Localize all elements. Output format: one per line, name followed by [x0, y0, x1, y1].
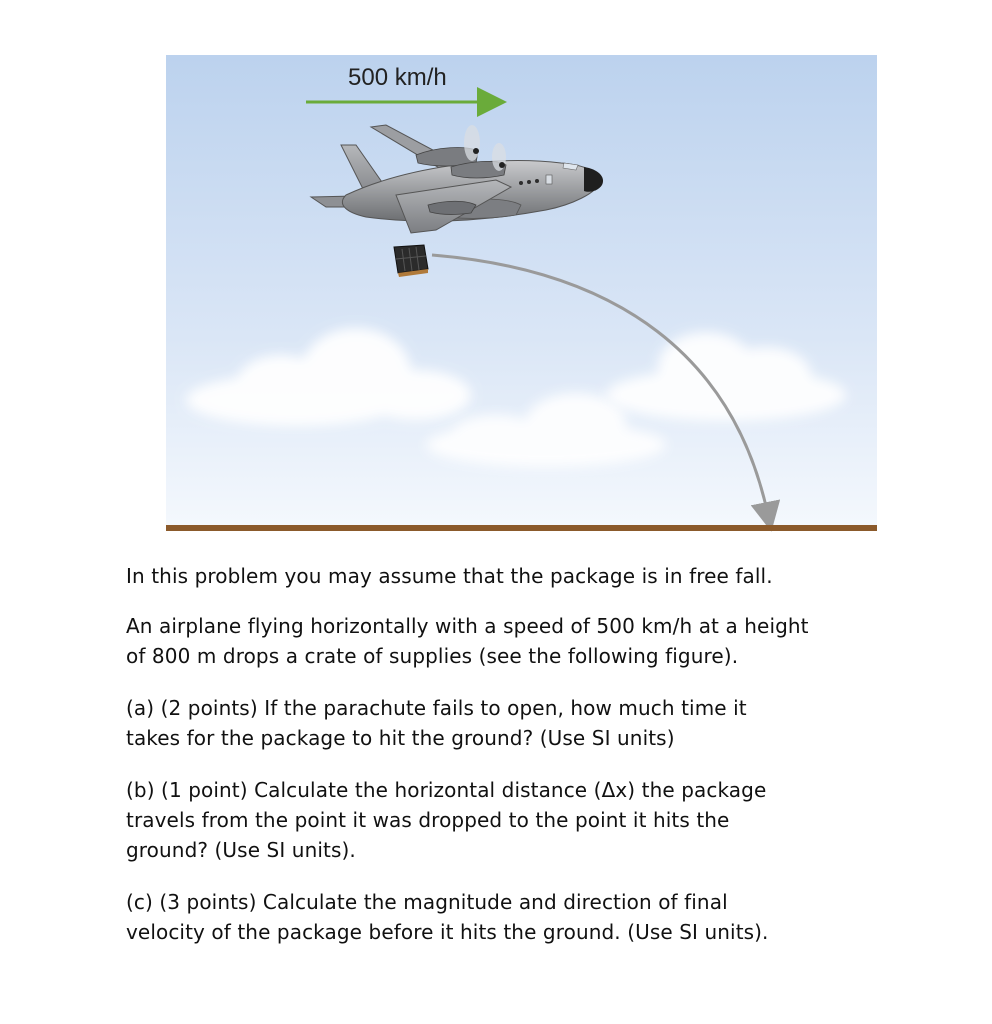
figure-canvas: [166, 55, 877, 533]
part-c-line-1: (c) (3 points) Calculate the magnitude and direction of final: [126, 890, 728, 914]
setup-paragraph: [126, 611, 926, 671]
intro-text: In this problem you may assume that the package is in free fall.: [126, 564, 773, 588]
part-a-line-1: (a) (2 points) If the parachute fails to open, how much time it: [126, 696, 747, 720]
part-a-paragraph: [126, 693, 926, 753]
part-c-line-2: velocity of the package before it hits the ground. (Use SI units).: [126, 920, 769, 944]
problem-figure: [166, 55, 877, 533]
ground-line: [166, 525, 877, 531]
problem-text: [126, 561, 926, 969]
speed-label: 500 km/h: [348, 64, 447, 91]
part-b-line-3: ground? (Use SI units).: [126, 838, 356, 862]
part-b-paragraph: [126, 775, 926, 865]
part-b-line-2: travels from the point it was dropped to the point it hits the: [126, 808, 730, 832]
setup-line-1: An airplane flying horizontally with a speed of 500 km/h at a height: [126, 614, 809, 638]
intro-paragraph: [126, 561, 926, 591]
part-c-paragraph: [126, 887, 926, 947]
part-a-line-2: takes for the package to hit the ground? (Use SI units): [126, 726, 675, 750]
setup-line-2: of 800 m drops a crate of supplies (see the following figure).: [126, 644, 739, 668]
crate-icon: [394, 245, 428, 277]
part-b-line-1: (b) (1 point) Calculate the horizontal distance (Δx) the package: [126, 778, 767, 802]
